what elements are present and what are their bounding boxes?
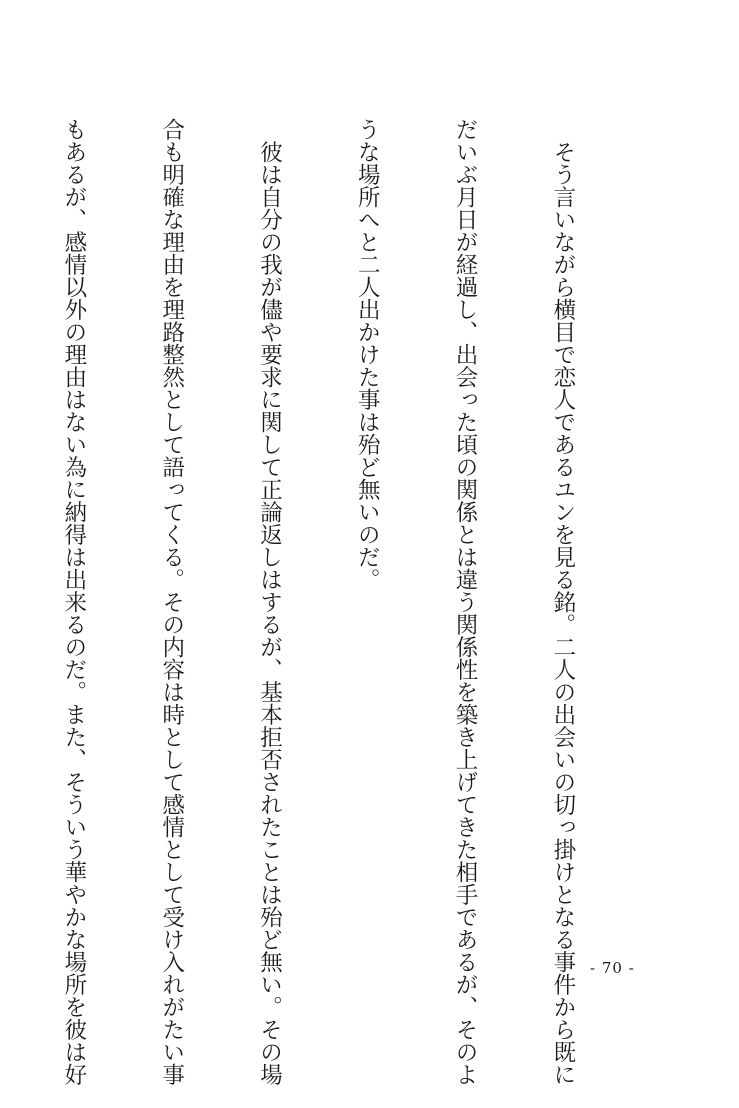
page-number: - 70 - <box>590 959 635 977</box>
text-line: 合も明確な理由を理路整然として語ってくる。その内容は時として感情として受け入れがたい事 <box>158 118 185 1086</box>
text-line: うな場所へと二人出かけた事は殆ど無いのだ。 <box>354 118 381 591</box>
text-line: もあるが、感情以外の理由はない為に納得は出来るのだ。また、そういう華やかな場所を彼は好 <box>60 118 87 1086</box>
text-line: だいぶ月日が経過し、出会った頃の関係とは違う関係性を築き上げてきた相手であるが、そのよ <box>452 118 479 1086</box>
text-line: そう言いながら横目で恋人であるユンを見る銘。二人の出会いの切っ掛けとなる事件から既に <box>549 118 576 1086</box>
text-line: 彼は自分の我が儘や要求に関して正論返しはするが、基本拒否されたことは殆ど無い。その場 <box>256 118 283 1086</box>
